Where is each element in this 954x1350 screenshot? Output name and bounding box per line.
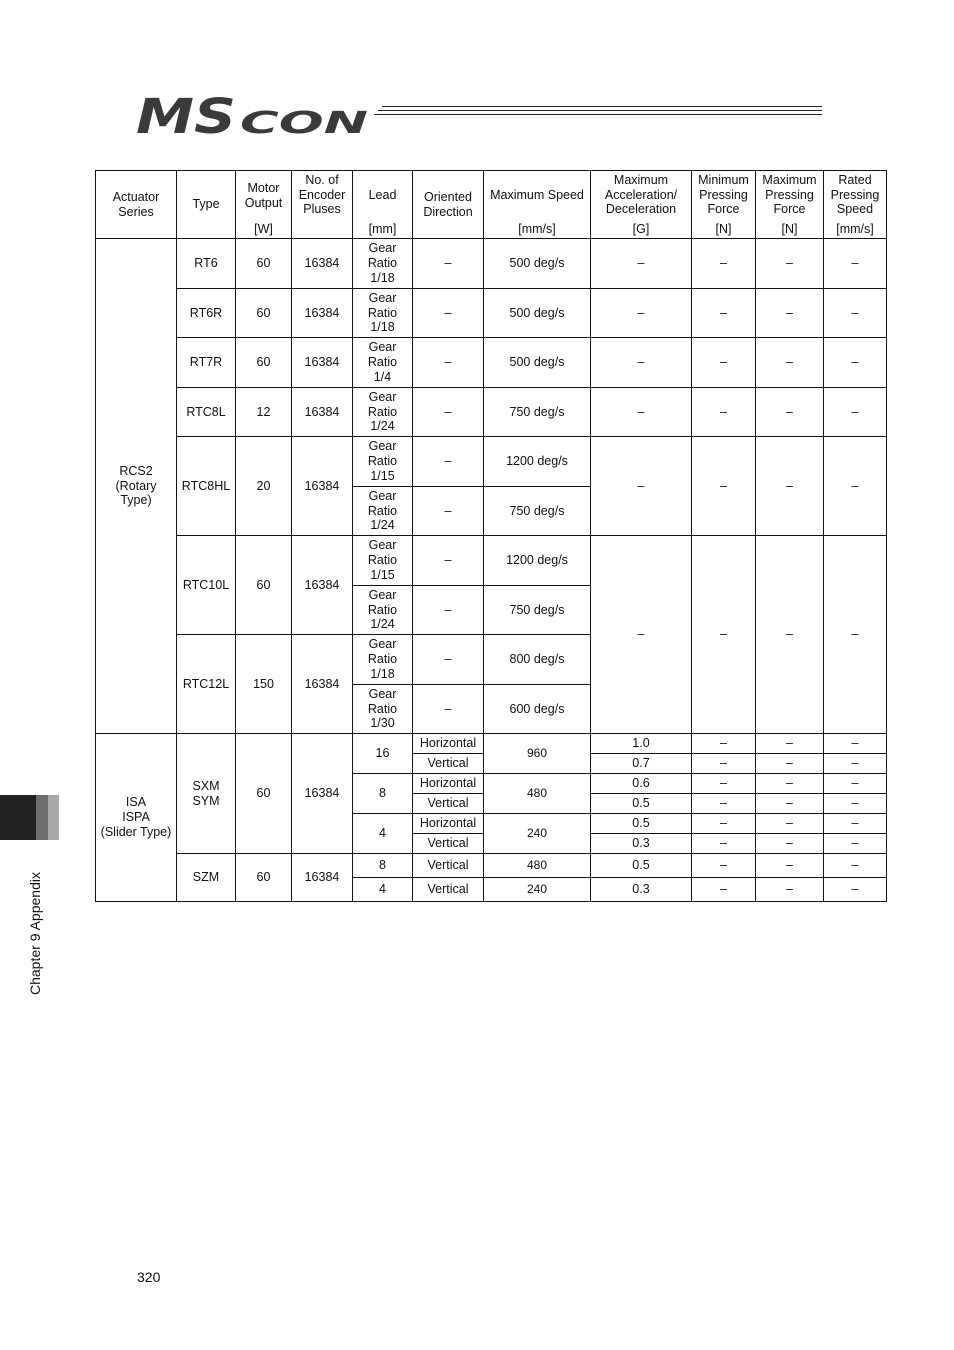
speed-cell: 500 deg/s xyxy=(484,289,591,338)
chapter-tab-stripe-light xyxy=(48,795,59,840)
table-row xyxy=(96,239,887,289)
lead-cell: Gear Ratio 1/24 xyxy=(353,487,413,536)
header-rule-bottom xyxy=(374,114,822,115)
rated-speed-cell: – xyxy=(824,878,887,902)
series-cell-isa: ISA ISPA (Slider Type) xyxy=(96,734,177,902)
min-force-cell: – xyxy=(692,388,756,437)
table-row xyxy=(96,388,887,437)
rated-speed-cell: – xyxy=(824,239,887,289)
max-force-cell: – xyxy=(756,754,824,774)
max-force-cell: – xyxy=(756,536,824,734)
max-force-cell: – xyxy=(756,854,824,878)
min-force-cell: – xyxy=(692,794,756,814)
speed-cell: 1200 deg/s xyxy=(484,437,591,487)
accel-cell: 1.0 xyxy=(591,734,692,754)
min-force-cell: – xyxy=(692,774,756,794)
motor-cell: 60 xyxy=(236,289,292,338)
speed-cell: 240 xyxy=(484,878,591,902)
svg-text:CON: CON xyxy=(240,106,368,138)
speed-cell: 1200 deg/s xyxy=(484,536,591,586)
type-cell: RTC8HL xyxy=(177,437,236,536)
max-force-cell: – xyxy=(756,388,824,437)
min-force-cell: – xyxy=(692,734,756,754)
page-number: 320 xyxy=(137,1269,161,1285)
speed-cell: 240 xyxy=(484,814,591,854)
motor-cell: 20 xyxy=(236,437,292,536)
min-force-cell: – xyxy=(692,854,756,878)
direction-cell: – xyxy=(413,437,484,487)
direction-cell: Vertical xyxy=(413,854,484,878)
motor-cell: 60 xyxy=(236,854,292,902)
chapter-label: Chapter 9 Appendix xyxy=(27,872,43,995)
speed-cell: 750 deg/s xyxy=(484,388,591,437)
min-force-cell: – xyxy=(692,437,756,536)
lead-cell: Gear Ratio 1/4 xyxy=(353,338,413,388)
accel-cell: – xyxy=(591,536,692,734)
speed-cell: 750 deg/s xyxy=(484,586,591,635)
type-cell: RT6R xyxy=(177,289,236,338)
lead-cell: 16 xyxy=(353,734,413,774)
table-row xyxy=(96,289,887,338)
accel-cell: – xyxy=(591,289,692,338)
direction-cell: Horizontal xyxy=(413,814,484,834)
type-cell: RT7R xyxy=(177,338,236,388)
accel-cell: – xyxy=(591,437,692,536)
lead-cell: 8 xyxy=(353,854,413,878)
rated-speed-cell: – xyxy=(824,854,887,878)
col-header-series: Actuator Series xyxy=(96,171,177,239)
min-force-cell: – xyxy=(692,289,756,338)
speed-cell: 800 deg/s xyxy=(484,635,591,685)
speed-cell: 480 xyxy=(484,854,591,878)
accel-cell: 0.3 xyxy=(591,878,692,902)
rated-speed-cell: – xyxy=(824,734,887,754)
col-header-type: Type xyxy=(177,171,236,239)
accel-cell: – xyxy=(591,239,692,289)
table-row xyxy=(96,437,887,487)
speed-cell: 500 deg/s xyxy=(484,338,591,388)
encoder-cell: 16384 xyxy=(292,635,353,734)
lead-cell: Gear Ratio 1/30 xyxy=(353,685,413,734)
speed-cell: 480 xyxy=(484,774,591,814)
series-cell-rcs2: RCS2 (Rotary Type) xyxy=(96,239,177,734)
max-force-cell: – xyxy=(756,239,824,289)
table-row xyxy=(96,734,887,754)
max-force-cell: – xyxy=(756,289,824,338)
accel-cell: 0.5 xyxy=(591,794,692,814)
max-force-cell: – xyxy=(756,794,824,814)
col-header-direction: Oriented Direction xyxy=(413,171,484,239)
min-force-cell: – xyxy=(692,239,756,289)
chapter-tab-stripe-mid xyxy=(36,795,48,840)
type-cell: SXM SYM xyxy=(177,734,236,854)
motor-cell: 12 xyxy=(236,388,292,437)
header-rule-middle xyxy=(378,110,822,111)
max-force-cell: – xyxy=(756,338,824,388)
direction-cell: Vertical xyxy=(413,834,484,854)
min-force-cell: – xyxy=(692,878,756,902)
type-cell: SZM xyxy=(177,854,236,902)
encoder-cell: 16384 xyxy=(292,437,353,536)
motor-cell: 60 xyxy=(236,239,292,289)
motor-cell: 60 xyxy=(236,734,292,854)
direction-cell: – xyxy=(413,239,484,289)
motor-cell: 150 xyxy=(236,635,292,734)
direction-cell: – xyxy=(413,289,484,338)
table-row xyxy=(96,338,887,388)
actuator-spec-table xyxy=(95,170,887,902)
encoder-cell: 16384 xyxy=(292,239,353,289)
header-row xyxy=(96,171,887,239)
lead-cell: Gear Ratio 1/24 xyxy=(353,586,413,635)
col-header-motor: Motor Output [W] xyxy=(236,171,292,239)
lead-cell: Gear Ratio 1/18 xyxy=(353,289,413,338)
max-force-cell: – xyxy=(756,834,824,854)
col-header-min-force: Minimum Pressing Force [N] xyxy=(692,171,756,239)
encoder-cell: 16384 xyxy=(292,289,353,338)
accel-cell: 0.6 xyxy=(591,774,692,794)
rated-speed-cell: – xyxy=(824,338,887,388)
header-rule-top xyxy=(382,106,822,107)
type-cell: RTC8L xyxy=(177,388,236,437)
direction-cell: – xyxy=(413,388,484,437)
table-row xyxy=(96,854,887,878)
motor-cell: 60 xyxy=(236,338,292,388)
max-force-cell: – xyxy=(756,878,824,902)
chapter-tab-block xyxy=(0,795,36,840)
direction-cell: Vertical xyxy=(413,794,484,814)
lead-cell: Gear Ratio 1/24 xyxy=(353,388,413,437)
col-header-speed: Maximum Speed [mm/s] xyxy=(484,171,591,239)
rated-speed-cell: – xyxy=(824,794,887,814)
encoder-cell: 16384 xyxy=(292,854,353,902)
lead-cell: Gear Ratio 1/15 xyxy=(353,437,413,487)
col-header-max-force: Maximum Pressing Force [N] xyxy=(756,171,824,239)
direction-cell: Vertical xyxy=(413,754,484,774)
encoder-cell: 16384 xyxy=(292,388,353,437)
motor-cell: 60 xyxy=(236,536,292,635)
speed-cell: 600 deg/s xyxy=(484,685,591,734)
table-row xyxy=(96,536,887,586)
speed-cell: 960 xyxy=(484,734,591,774)
direction-cell: – xyxy=(413,487,484,536)
speed-cell: 750 deg/s xyxy=(484,487,591,536)
lead-cell: 8 xyxy=(353,774,413,814)
rated-speed-cell: – xyxy=(824,536,887,734)
direction-cell: – xyxy=(413,338,484,388)
lead-cell: Gear Ratio 1/18 xyxy=(353,635,413,685)
min-force-cell: – xyxy=(692,338,756,388)
col-header-encoder: No. of Encoder Pluses xyxy=(292,171,353,239)
encoder-cell: 16384 xyxy=(292,734,353,854)
direction-cell: – xyxy=(413,685,484,734)
direction-cell: – xyxy=(413,635,484,685)
mscon-logo xyxy=(136,92,370,138)
encoder-cell: 16384 xyxy=(292,536,353,635)
accel-cell: – xyxy=(591,388,692,437)
rated-speed-cell: – xyxy=(824,289,887,338)
rated-speed-cell: – xyxy=(824,814,887,834)
lead-cell: Gear Ratio 1/18 xyxy=(353,239,413,289)
max-force-cell: – xyxy=(756,734,824,754)
min-force-cell: – xyxy=(692,834,756,854)
accel-cell: 0.5 xyxy=(591,814,692,834)
rated-speed-cell: – xyxy=(824,834,887,854)
direction-cell: Horizontal xyxy=(413,734,484,754)
direction-cell: – xyxy=(413,536,484,586)
lead-cell: 4 xyxy=(353,878,413,902)
min-force-cell: – xyxy=(692,536,756,734)
rated-speed-cell: – xyxy=(824,774,887,794)
svg-text:MS: MS xyxy=(136,92,236,138)
direction-cell: Vertical xyxy=(413,878,484,902)
type-cell: RTC12L xyxy=(177,635,236,734)
max-force-cell: – xyxy=(756,774,824,794)
col-header-lead: Lead [mm] xyxy=(353,171,413,239)
max-force-cell: – xyxy=(756,814,824,834)
accel-cell: 0.3 xyxy=(591,834,692,854)
direction-cell: – xyxy=(413,586,484,635)
accel-cell: 0.5 xyxy=(591,854,692,878)
max-force-cell: – xyxy=(756,437,824,536)
accel-cell: 0.7 xyxy=(591,754,692,774)
type-cell: RT6 xyxy=(177,239,236,289)
min-force-cell: – xyxy=(692,754,756,774)
lead-cell: 4 xyxy=(353,814,413,854)
min-force-cell: – xyxy=(692,814,756,834)
col-header-accel: Maximum Acceleration/ Deceleration [G] xyxy=(591,171,692,239)
col-header-rated: Rated Pressing Speed [mm/s] xyxy=(824,171,887,239)
accel-cell: – xyxy=(591,338,692,388)
speed-cell: 500 deg/s xyxy=(484,239,591,289)
type-cell: RTC10L xyxy=(177,536,236,635)
direction-cell: Horizontal xyxy=(413,774,484,794)
rated-speed-cell: – xyxy=(824,388,887,437)
lead-cell: Gear Ratio 1/15 xyxy=(353,536,413,586)
rated-speed-cell: – xyxy=(824,754,887,774)
rated-speed-cell: – xyxy=(824,437,887,536)
encoder-cell: 16384 xyxy=(292,338,353,388)
